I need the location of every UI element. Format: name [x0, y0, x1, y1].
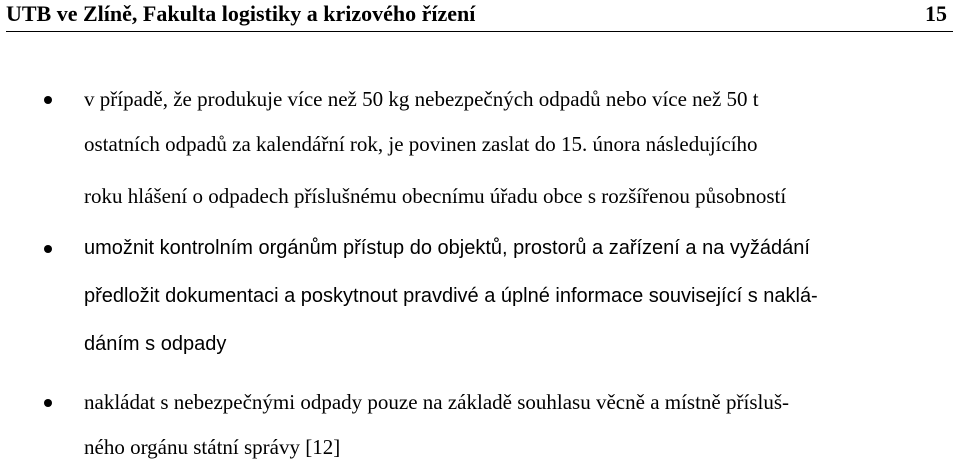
list-item-2-line-3: dáním s odpady [84, 333, 227, 355]
header-title: UTB ve Zlíně, Fakulta logistiky a krizového řízení [6, 1, 476, 26]
bullet-icon [44, 245, 52, 253]
list-item-2-line-2: předložit dokumentaci a poskytnout pravdivé a úplné informace související s naklá- [84, 285, 818, 307]
list-item-1-line-1: v případě, že produkuje více než 50 kg nebezpečných odpadů nebo více než 50 t [84, 87, 759, 111]
list-item-3-line-2: ného orgánu státní správy [12] [84, 435, 341, 459]
page-number: 15 [925, 1, 947, 26]
bullet-icon [44, 399, 52, 407]
list-item-1-line-2: ostatních odpadů za kalendářní rok, je povinen zaslat do 15. února následujícího [84, 132, 758, 156]
page-header [0, 0, 959, 34]
bullet-icon [44, 96, 52, 104]
header-divider [6, 31, 953, 32]
list-item-3-line-1: nakládat s nebezpečnými odpady pouze na základě souhlasu věcně a místně přísluš- [84, 390, 790, 414]
list-item-1-line-3: roku hlášení o odpadech příslušnému obecnímu úřadu obce s rozšířenou působností [84, 184, 787, 208]
list-item-2-line-1: umožnit kontrolním orgánům přístup do objektů, prostorů a zařízení a na vyžádání [84, 237, 810, 259]
